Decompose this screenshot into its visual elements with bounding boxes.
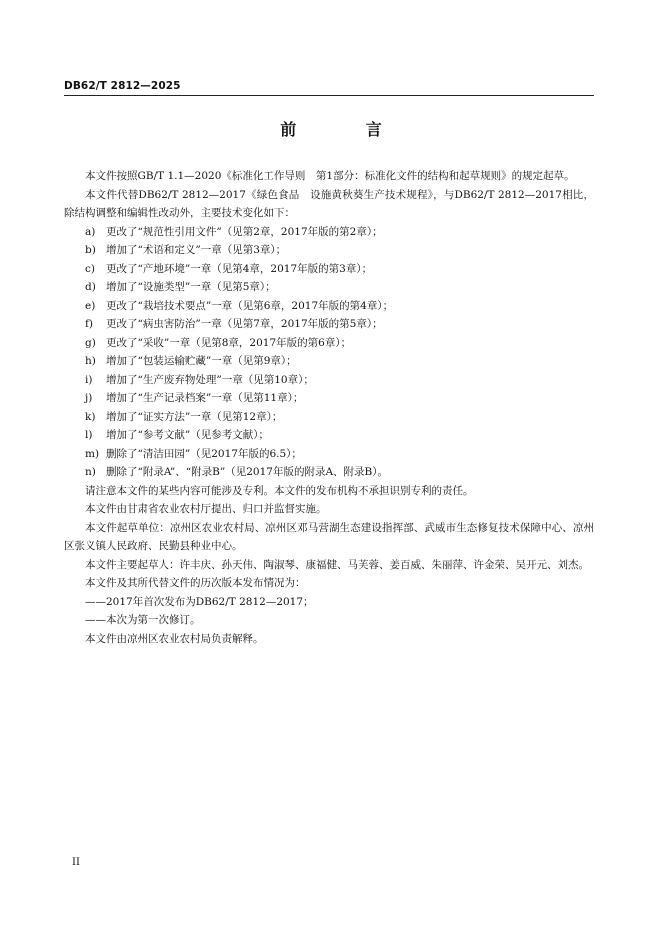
change-list-item bbox=[64, 241, 594, 260]
list-item-text: 删除了“清洁田园”（见2017年版的6.5）； bbox=[106, 447, 302, 460]
list-item-letter: l) bbox=[85, 429, 93, 441]
list-item-text: 删除了“附录A”、“附录B”（见2017年版的附录A、附录B）。 bbox=[106, 466, 388, 478]
change-list-item bbox=[64, 297, 594, 316]
drafters: 本文件主要起草人：许丰庆、孙天伟、陶淑琴、康福健、马芙蓉、姜百威、朱丽萍、许金荣、吴开元、刘杰。 bbox=[85, 558, 589, 571]
document-body bbox=[64, 167, 594, 648]
change-list-item bbox=[64, 278, 594, 297]
list-item-text: 增加了“术语和定义”一章（见第3章）； bbox=[106, 244, 287, 256]
change-list-item bbox=[64, 426, 594, 445]
list-item-text: 更改了“栽培技术要点”一章（见第6章，2017年版的第4章）； bbox=[106, 299, 394, 312]
list-item-letter: e) bbox=[85, 299, 96, 312]
list-item-text: 增加了“生产废弃物处理”一章（见第10章）； bbox=[106, 373, 314, 386]
history-item: ——本次为第一次修订。 bbox=[85, 614, 201, 626]
history-item: ——2017年首次发布为DB62/T 2812—2017； bbox=[85, 595, 314, 608]
change-list-item bbox=[64, 223, 594, 242]
change-list-item bbox=[64, 260, 594, 279]
list-item-text: 增加了“参考文献”（见参考文献）； bbox=[106, 429, 269, 441]
header-rule bbox=[64, 95, 594, 96]
list-item-letter: c) bbox=[85, 262, 95, 275]
list-item-text: 更改了“产地环境”一章（见第4章，2017年版的第3章）； bbox=[106, 262, 373, 275]
list-item-text: 更改了“规范性引用文件”（见第2章，2017年版的第2章）； bbox=[106, 225, 383, 238]
list-item-letter: b) bbox=[85, 244, 96, 256]
list-item-letter: g) bbox=[85, 336, 96, 349]
change-list-item bbox=[64, 352, 594, 371]
list-item-text: 更改了“采收”一章（见第8章，2017年版的第6章）； bbox=[106, 336, 352, 349]
patent-notice: 请注意本文件的某些内容可能涉及专利。本文件的发布机构不承担识别专利的责任。 bbox=[85, 484, 474, 497]
list-item-text: 增加了“生产记录档案”一章（见第11章）； bbox=[106, 392, 304, 404]
paragraph-replacement: 本文件代替DB62/T 2812—2017《绿色食品 设施黄秋葵生产技术规程》，与DB62/T 2812—2017相比，除结构调整和编辑性改动外，主要技术变化如下： bbox=[64, 188, 594, 219]
list-item-text: 增加了“证实方法”一章（见第12章）； bbox=[106, 410, 283, 423]
list-item-letter: a) bbox=[85, 225, 96, 238]
list-item-letter: n) bbox=[85, 466, 96, 478]
history-intro: 本文件及其所代替文件的历次版本发布情况为： bbox=[85, 577, 306, 589]
page-title: 前 言 bbox=[280, 120, 414, 139]
change-list-item bbox=[64, 408, 594, 427]
interpretation-statement: 本文件由凉州区农业农村局负责解释。 bbox=[85, 632, 264, 645]
document-code: DB62/T 2812—2025 bbox=[64, 80, 181, 92]
page-number: II bbox=[72, 857, 80, 868]
change-list-item bbox=[64, 334, 594, 353]
list-item-text: 更改了“病虫害防治”一章（见第7章，2017年版的第5章）； bbox=[106, 318, 383, 330]
change-list-item bbox=[64, 445, 594, 464]
change-list-item bbox=[64, 389, 594, 408]
list-item-text: 增加了“设施类型”一章（见第5章）； bbox=[106, 281, 276, 293]
list-item-letter: d) bbox=[85, 281, 96, 293]
proposer-statement: 本文件由甘肃省农业农村厅提出、归口并监督实施。 bbox=[85, 503, 327, 515]
change-list-item bbox=[64, 315, 594, 334]
changes-list bbox=[64, 223, 594, 482]
list-item-letter: h) bbox=[85, 355, 96, 367]
list-item-letter: m) bbox=[85, 447, 100, 460]
list-item-letter: i) bbox=[85, 373, 93, 386]
change-list-item bbox=[64, 463, 594, 482]
change-list-item bbox=[64, 371, 594, 390]
drafting-units: 本文件起草单位：凉州区农业农村局、凉州区邓马营湖生态建设指挥部、武威市生态修复技术保障中心、凉州区张义镇人民政府、民勤县种业中心。 bbox=[64, 521, 594, 552]
list-item-letter: f) bbox=[85, 318, 93, 330]
list-item-letter: j) bbox=[85, 392, 93, 404]
list-item-letter: k) bbox=[85, 410, 96, 423]
list-item-text: 增加了“包装运输贮藏”一章（见第9章）； bbox=[106, 355, 297, 367]
paragraph-drafting-basis: 本文件按照GB/T 1.1—2020《标准化工作导则 第1部分：标准化文件的结构和起草规则》的规定起草。 bbox=[85, 170, 575, 182]
